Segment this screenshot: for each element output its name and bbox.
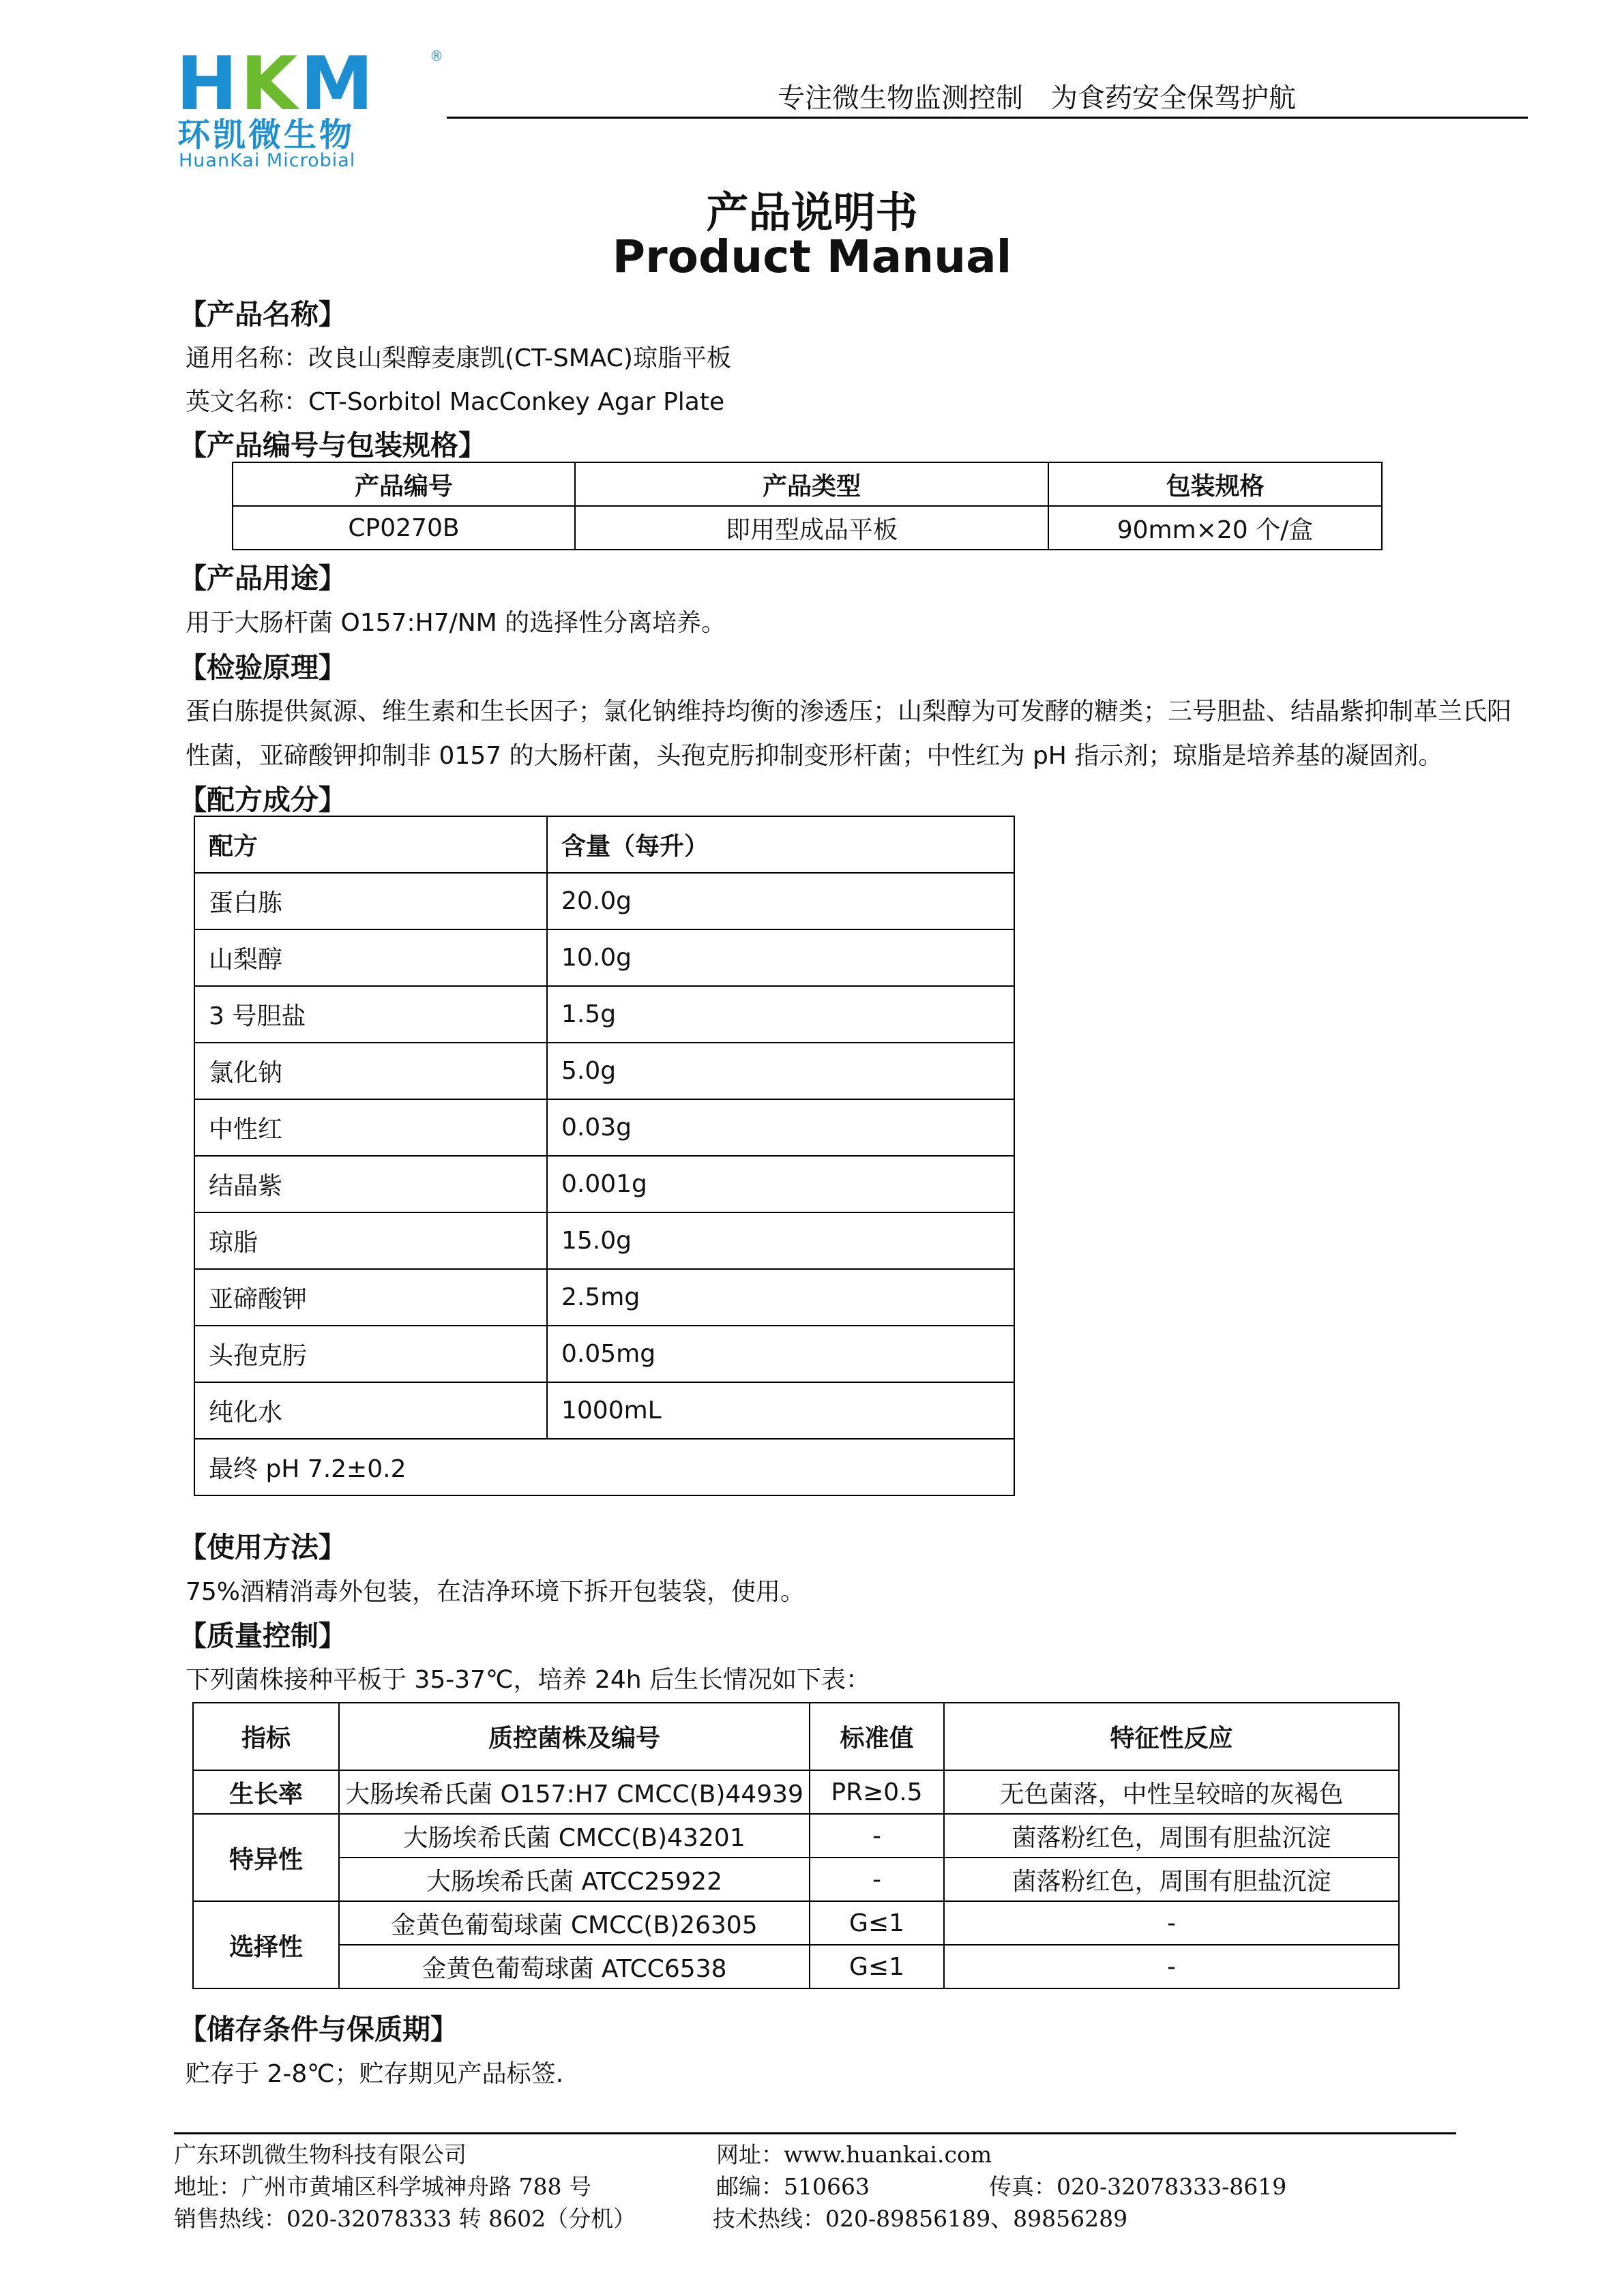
qc-standard: G≤1 [810, 1945, 944, 1988]
ingredient-name: 3 号胆盐 [194, 986, 547, 1043]
table-row [194, 1099, 1014, 1156]
table-row [194, 986, 1014, 1043]
footer-postcode: 邮编：510663 [716, 2173, 870, 2200]
spec-table [232, 462, 1383, 550]
ingredient-amount: 15.0g [547, 1212, 1014, 1269]
ingredient-name: 琼脂 [194, 1212, 547, 1269]
ingredient-name: 纯化水 [194, 1382, 547, 1439]
qc-standard: - [810, 1814, 944, 1858]
final-ph: 最终 pH 7.2±0.2 [194, 1439, 1014, 1495]
footer-company: 广东环凯微生物科技有限公司 [174, 2141, 467, 2168]
table-row [193, 1945, 1399, 1988]
ingredient-amount: 20.0g [547, 873, 1014, 929]
table-header-cell: 指标 [193, 1703, 339, 1770]
table-header-cell: 产品类型 [575, 462, 1048, 506]
table-header-row [194, 816, 1014, 873]
qc-table [192, 1702, 1400, 1989]
ingredient-name: 山梨醇 [194, 929, 547, 986]
qc-reaction: 菌落粉红色，周围有胆盐沉淀 [944, 1814, 1399, 1858]
table-header-cell: 配方 [194, 816, 547, 873]
section-heading-formula: 【配方成分】 [179, 784, 346, 816]
table-header-row [233, 462, 1382, 506]
footer-address: 地址：广州市黄埔区科学城神舟路 788 号 [174, 2173, 591, 2200]
footer-sales-hotline: 销售热线：020-32078333 转 8602（分机） [174, 2205, 636, 2232]
ingredient-amount: 0.05mg [547, 1326, 1014, 1382]
qc-intro: 下列菌株接种平板于 35-37℃，培养 24h 后生长情况如下表： [186, 1666, 870, 1694]
table-header-cell: 特征性反应 [944, 1703, 1399, 1770]
qc-strain: 金黄色葡萄球菌 ATCC6538 [339, 1945, 810, 1988]
table-header-cell: 包装规格 [1048, 462, 1382, 506]
qc-reaction: 无色菌落，中性呈较暗的灰褐色 [944, 1770, 1399, 1814]
common-name: 通用名称：改良山梨醇麦康凯(CT-SMAC)琼脂平板 [186, 344, 731, 372]
footer-tech-hotline: 技术热线：020-89856189、89856289 [713, 2205, 1128, 2232]
qc-reaction: - [944, 1945, 1399, 1988]
table-row [194, 1269, 1014, 1326]
table-row [193, 1770, 1399, 1814]
qc-reaction: 菌落粉红色，周围有胆盐沉淀 [944, 1858, 1399, 1901]
header-slogan: 专注微生物监测控制 为食药安全保驾护航 [778, 83, 1296, 114]
qc-strain: 金黄色葡萄球菌 CMCC(B)26305 [339, 1901, 810, 1945]
logo-mark: HKM [176, 42, 377, 127]
ingredient-amount: 0.03g [547, 1099, 1014, 1156]
table-row [194, 1212, 1014, 1269]
qc-standard: - [810, 1858, 944, 1901]
table-row [194, 929, 1014, 986]
ingredient-name: 结晶紫 [194, 1156, 547, 1212]
ingredient-name: 蛋白胨 [194, 873, 547, 929]
footer-website: 网址：www.huankai.com [716, 2141, 992, 2168]
ingredient-amount: 1.5g [547, 986, 1014, 1043]
section-heading-method: 【使用方法】 [179, 1531, 346, 1564]
section-heading-principle: 【检验原理】 [179, 651, 346, 684]
table-header-row [193, 1703, 1399, 1770]
english-name: 英文名称：CT-Sorbitol MacConkey Agar Plate [186, 388, 725, 416]
section-heading-spec: 【产品编号与包装规格】 [179, 429, 486, 462]
qc-strain: 大肠埃希氏菌 ATCC25922 [339, 1858, 810, 1901]
logo-english-name: HuanKai Microbial [179, 150, 356, 171]
storage-text: 贮存于 2-8℃；贮存期见产品标签. [186, 2060, 564, 2088]
package-spec: 90mm×20 个/盒 [1048, 506, 1382, 550]
table-row [193, 1814, 1399, 1858]
table-row [194, 1043, 1014, 1099]
ingredient-amount: 2.5mg [547, 1269, 1014, 1326]
table-row [194, 1382, 1014, 1439]
table-header-cell: 产品编号 [233, 462, 575, 506]
principle-text-line-1: 蛋白胨提供氮源、维生素和生长因子；氯化钠维持均衡的渗透压；山梨醇为可发酵的糖类；三号胆盐、结晶紫抑制革兰氏阳 [186, 698, 1512, 726]
table-header-cell: 质控菌株及编号 [339, 1703, 810, 1770]
table-header-cell: 标准值 [810, 1703, 944, 1770]
method-text: 75%酒精消毒外包装，在洁净环境下拆开包装袋，使用。 [186, 1578, 806, 1606]
header-divider [447, 117, 1528, 119]
qc-standard: PR≥0.5 [810, 1770, 944, 1814]
table-row [193, 1901, 1399, 1945]
qc-indicator: 生长率 [193, 1770, 339, 1814]
qc-reaction: - [944, 1901, 1399, 1945]
product-code: CP0270B [233, 506, 575, 550]
formula-table [194, 816, 1015, 1496]
ingredient-amount: 5.0g [547, 1043, 1014, 1099]
table-row [194, 1439, 1014, 1495]
ingredient-name: 头孢克肟 [194, 1326, 547, 1382]
usage-text: 用于大肠杆菌 O157:H7/NM 的选择性分离培养。 [186, 609, 726, 637]
qc-strain: 大肠埃希氏菌 CMCC(B)43201 [339, 1814, 810, 1858]
principle-text-line-2: 性菌，亚碲酸钾抑制非 0157 的大肠杆菌，头孢克肟抑制变形杆菌；中性红为 pH 指示剂；琼脂是培养基的凝固剂。 [186, 742, 1443, 770]
qc-indicator: 选择性 [193, 1901, 339, 1988]
table-row [233, 506, 1382, 550]
table-row [194, 873, 1014, 929]
qc-strain: 大肠埃希氏菌 O157:H7 CMCC(B)44939 [339, 1770, 810, 1814]
section-heading-product-name: 【产品名称】 [179, 298, 346, 331]
company-logo [176, 42, 449, 171]
qc-indicator: 特异性 [193, 1814, 339, 1901]
ingredient-name: 亚碲酸钾 [194, 1269, 547, 1326]
qc-standard: G≤1 [810, 1901, 944, 1945]
footer-fax: 传真：020-32078333-8619 [989, 2173, 1287, 2200]
table-header-cell: 含量（每升） [547, 816, 1014, 873]
table-row [193, 1858, 1399, 1901]
ingredient-amount: 10.0g [547, 929, 1014, 986]
ingredient-amount: 0.001g [547, 1156, 1014, 1212]
logo-chinese-name: 环凯微生物 [177, 116, 355, 154]
ingredient-amount: 1000mL [547, 1382, 1014, 1439]
ingredient-name: 氯化钠 [194, 1043, 547, 1099]
footer-divider [174, 2132, 1456, 2134]
section-heading-usage: 【产品用途】 [179, 562, 346, 595]
ingredient-name: 中性红 [194, 1099, 547, 1156]
section-heading-storage: 【储存条件与保质期】 [179, 2013, 458, 2046]
registered-mark: ® [430, 48, 443, 64]
page-title-english: Product Manual [612, 230, 1012, 283]
section-heading-qc: 【质量控制】 [179, 1620, 346, 1652]
product-type: 即用型成品平板 [575, 506, 1048, 550]
table-row [194, 1156, 1014, 1212]
table-row [194, 1326, 1014, 1382]
page-title-chinese: 产品说明书 [706, 188, 918, 237]
